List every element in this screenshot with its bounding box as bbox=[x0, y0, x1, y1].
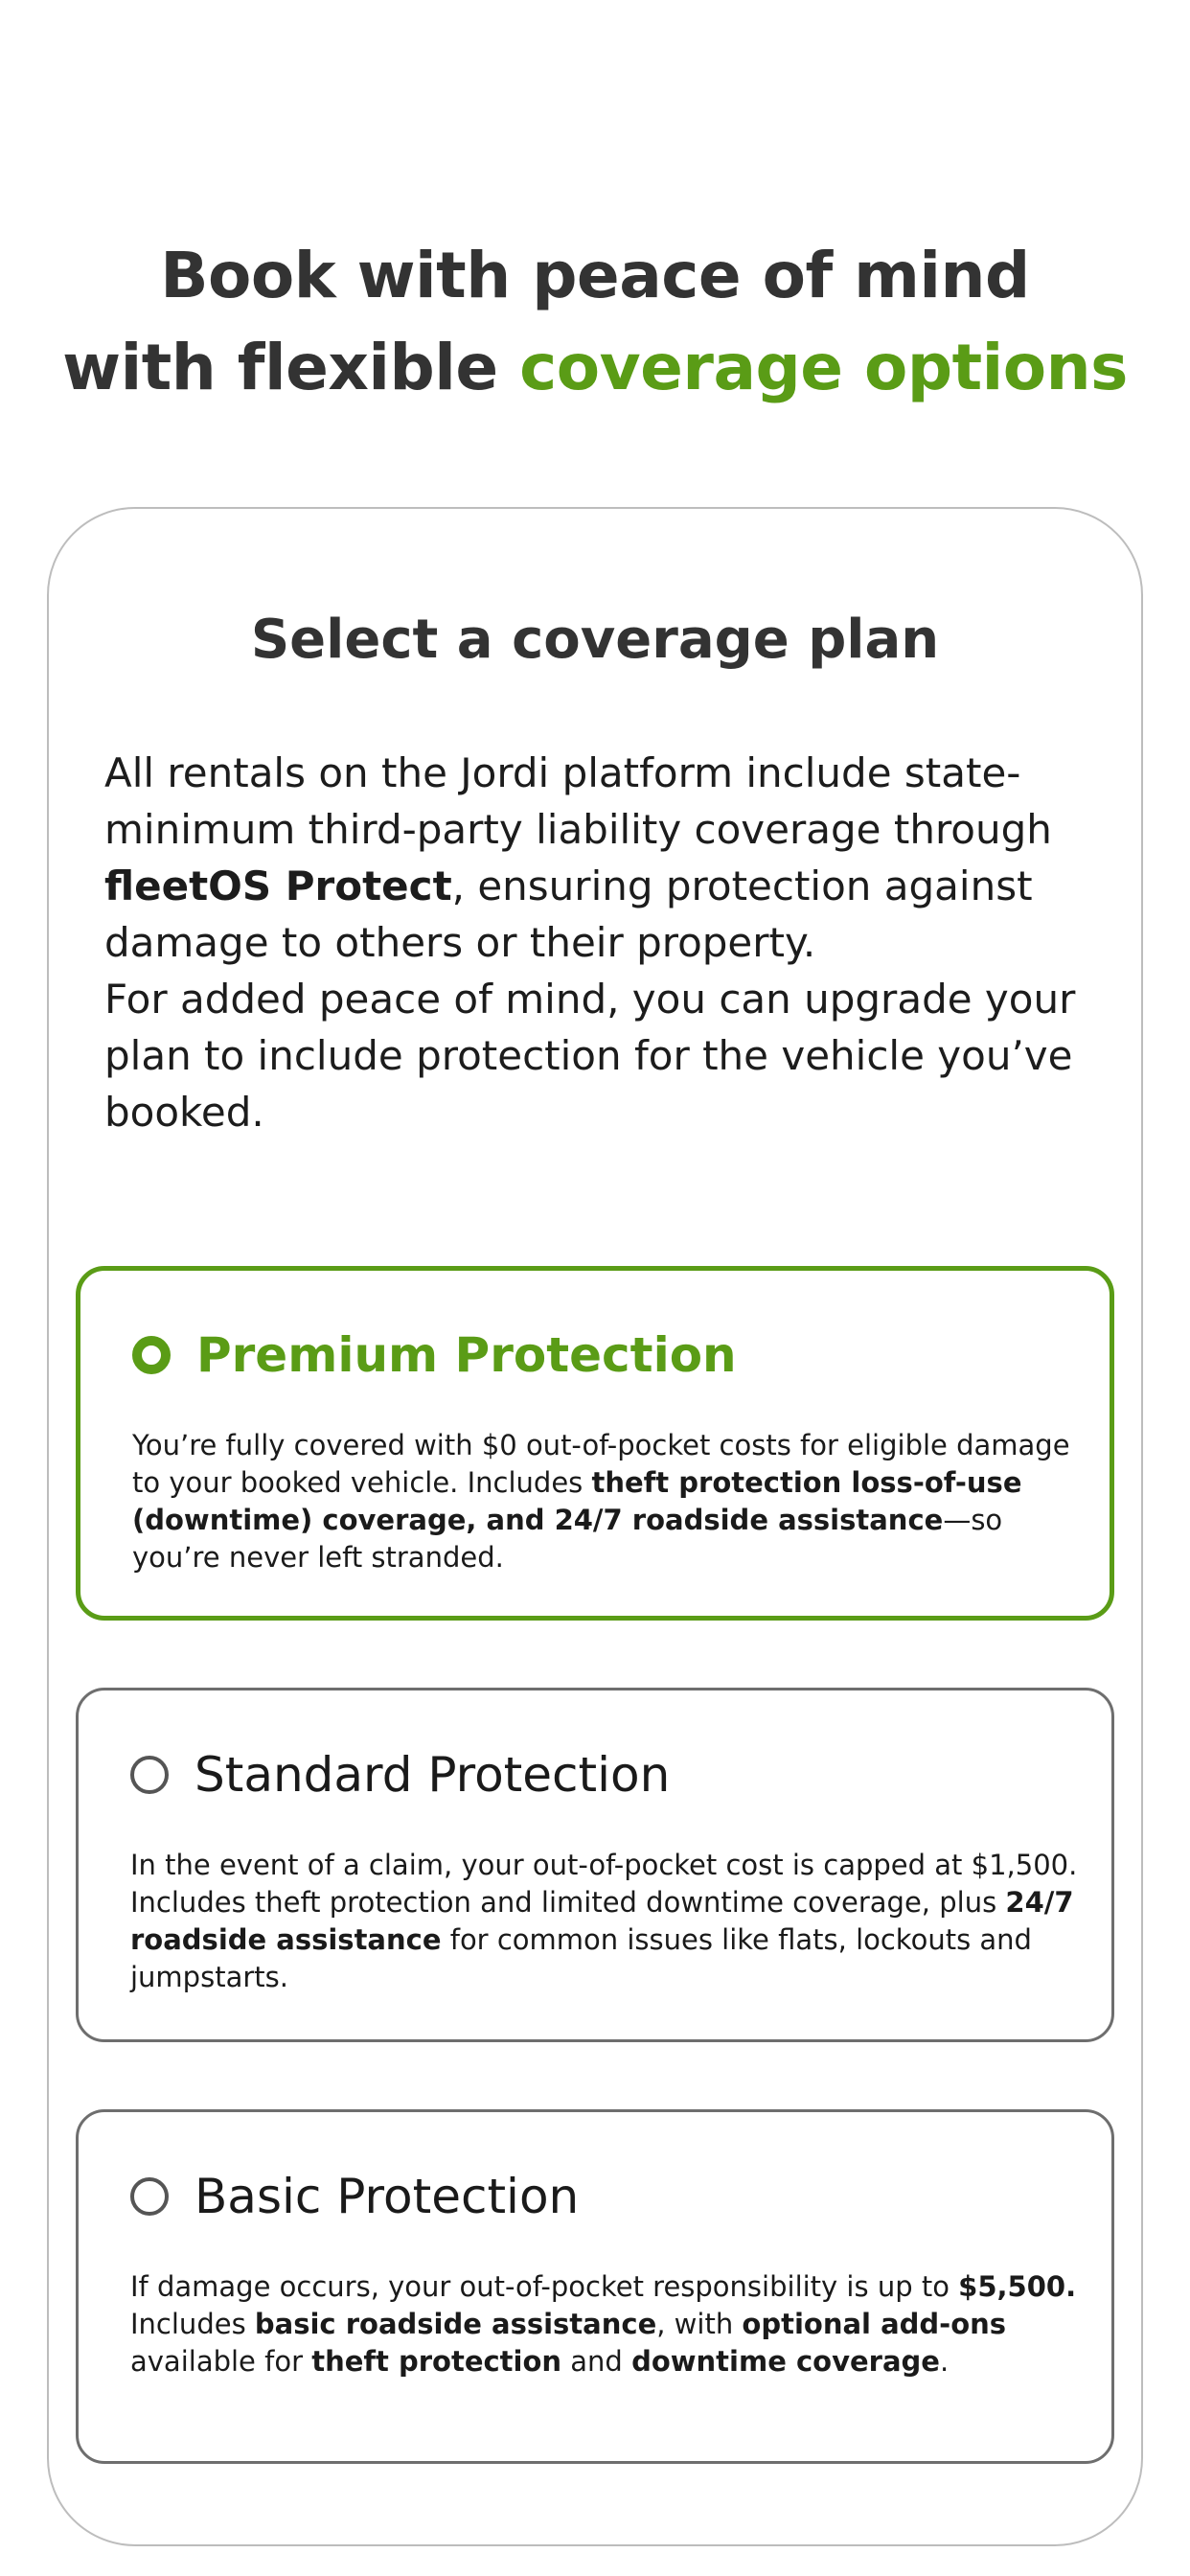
page-headline bbox=[0, 230, 1190, 414]
intro-p1-after: , ensuring protection against damage to others or their property. bbox=[104, 862, 1033, 966]
plan-desc-bold: 24/7 roadside assistance bbox=[130, 1886, 1074, 1956]
intro-text bbox=[104, 745, 1110, 1140]
plan-desc-bold: $5,500. bbox=[958, 2270, 1077, 2303]
plan-description bbox=[130, 1847, 1085, 1996]
plan-description bbox=[130, 2268, 1085, 2380]
headline-line-1: Book with peace of mind bbox=[160, 239, 1030, 312]
plan-name: Standard Protection bbox=[195, 1747, 671, 1803]
plan-desc-text: , with bbox=[656, 2308, 743, 2340]
plan-desc-text: available for bbox=[130, 2345, 312, 2378]
plan-desc-text: . bbox=[939, 2345, 950, 2378]
plan-desc-text: —so you’re never left stranded. bbox=[132, 1504, 1003, 1574]
radio-selected-icon[interactable] bbox=[132, 1336, 171, 1374]
plan-option-basic[interactable] bbox=[76, 2109, 1114, 2464]
plan-header bbox=[130, 1746, 1085, 1804]
intro-brand: fleetOS Protect bbox=[104, 862, 452, 909]
plan-desc-text: If damage occurs, your out-of-pocket responsibility is up to bbox=[130, 2270, 959, 2303]
plan-desc-bold: downtime coverage bbox=[631, 2345, 940, 2378]
plan-header bbox=[132, 1326, 1083, 1384]
plan-desc-text: Includes bbox=[130, 2308, 255, 2340]
plan-option-standard[interactable] bbox=[76, 1688, 1114, 2042]
plan-name: Premium Protection bbox=[196, 1327, 737, 1383]
headline-accent: coverage options bbox=[519, 331, 1128, 404]
intro-p1-before: All rentals on the Jordi platform include state-minimum third-party liability coverage through bbox=[104, 749, 1052, 853]
plan-desc-text: and bbox=[561, 2345, 632, 2378]
plan-desc-bold: optional add-ons bbox=[742, 2308, 1007, 2340]
card-title: Select a coverage plan bbox=[250, 609, 940, 671]
plan-desc-bold: basic roadside assistance bbox=[254, 2308, 657, 2340]
radio-unselected-icon[interactable] bbox=[130, 2177, 169, 2216]
plan-description bbox=[132, 1427, 1083, 1576]
plan-name: Basic Protection bbox=[195, 2169, 580, 2224]
plan-desc-bold: theft protection bbox=[311, 2345, 562, 2378]
plan-desc-text: for common issues like flats, lockouts and jumpstarts. bbox=[130, 1923, 1032, 1993]
plan-desc-bold: theft protection loss-of-use (downtime) coverage, and 24/7 roadside assistance bbox=[132, 1466, 1022, 1536]
plan-desc-text: In the event of a claim, your out-of-pocket cost is capped at $1,500. Includes theft protection and limited downtime coverage, plus bbox=[130, 1849, 1078, 1919]
plan-desc-text: You’re fully covered with $0 out-of-pocket costs for eligible damage to your booked vehicle. Includes bbox=[132, 1429, 1070, 1499]
plan-option-premium[interactable] bbox=[76, 1266, 1114, 1621]
headline-line-2-prefix: with flexible bbox=[62, 331, 520, 404]
radio-unselected-icon[interactable] bbox=[130, 1756, 169, 1794]
plan-header bbox=[130, 2168, 1085, 2225]
intro-p2: For added peace of mind, you can upgrade your plan to include protection for the vehicle you’ve booked. bbox=[104, 976, 1076, 1136]
